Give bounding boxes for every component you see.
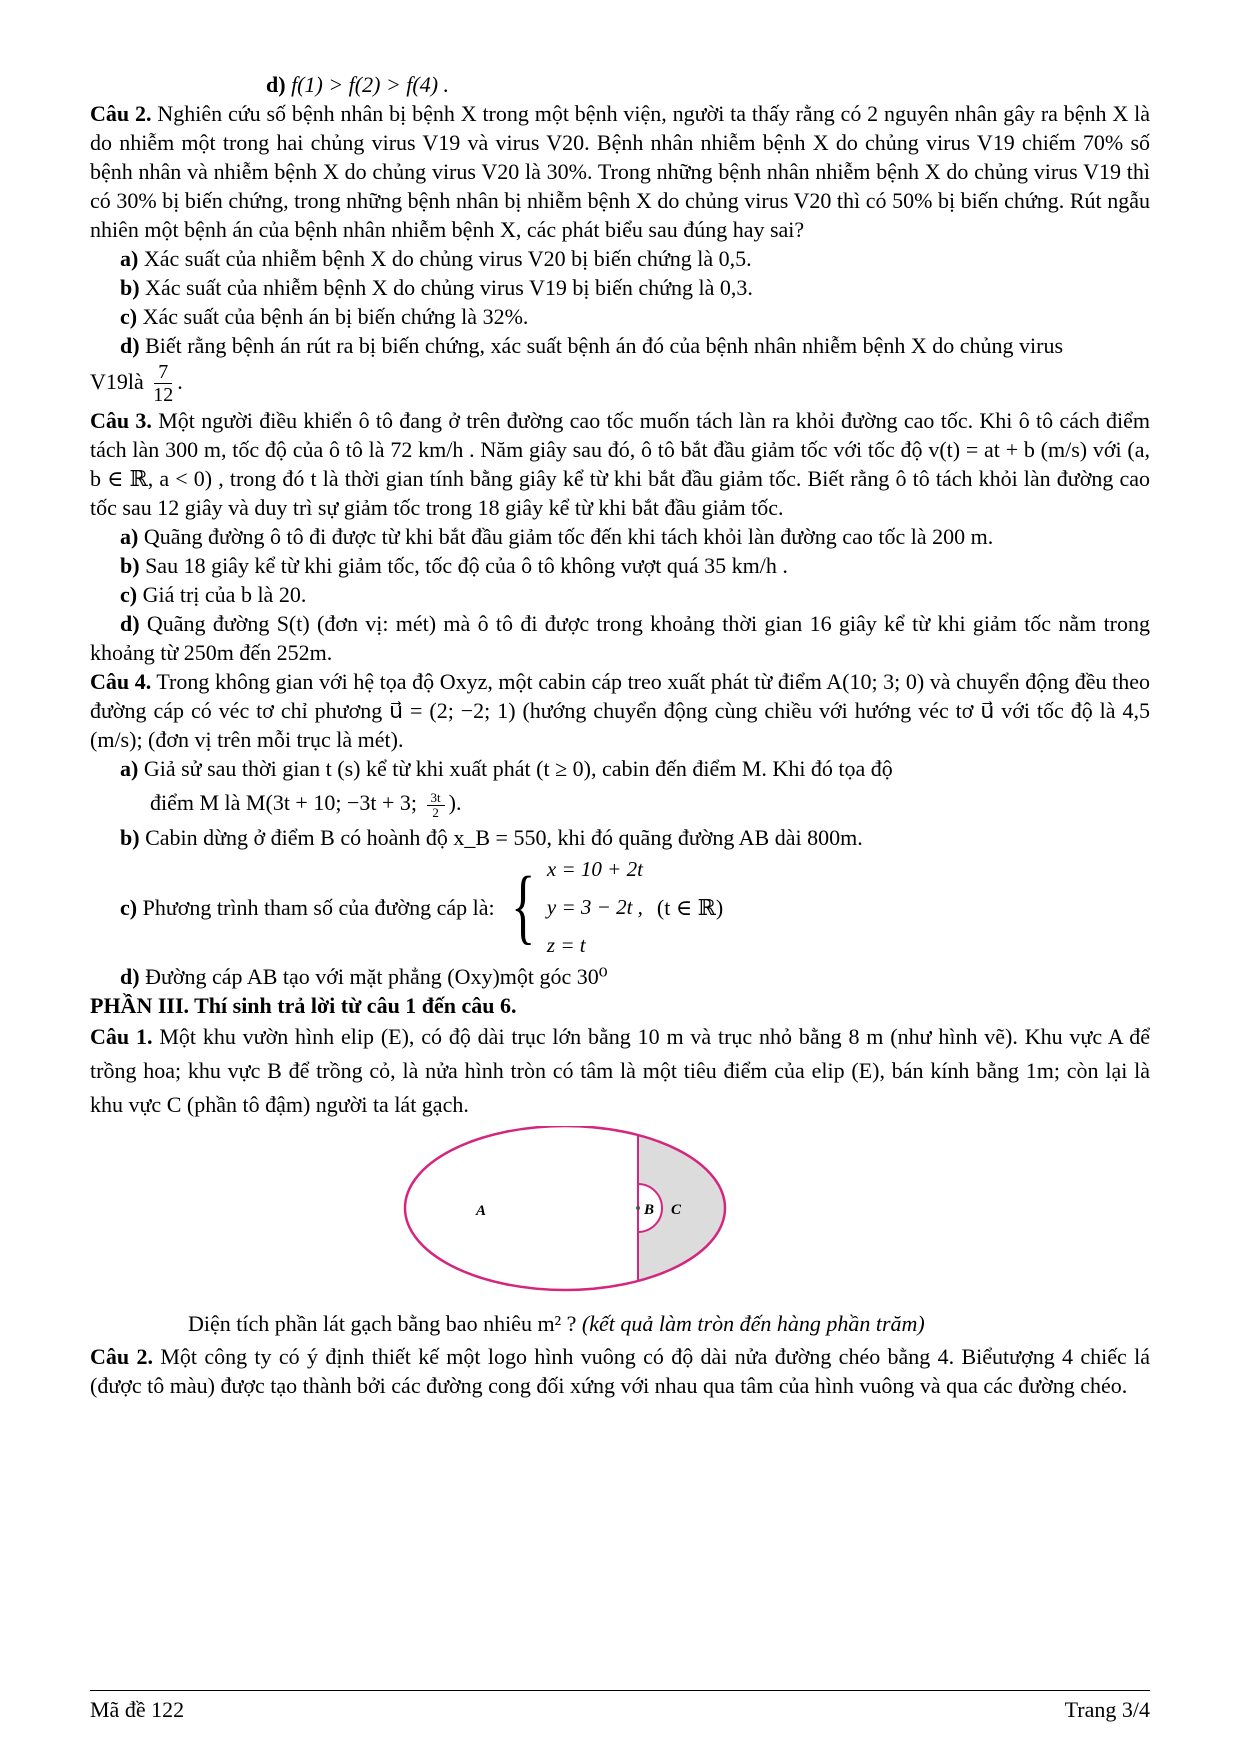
q3-option-d: d) Quãng đường S(t) (đơn vị: mét) mà ô tô đi được trong khoảng thời gian 16 giây kể từ khi giảm tốc nằm trong khoảng từ 250m đến 252m.	[90, 611, 1151, 666]
question-4: Câu 4. Trong không gian với hệ tọa độ Oxyz, một cabin cáp treo xuất phát từ điểm A(10; 3; 0) và chuyển động đều theo đường cáp có véc tơ chỉ phương u⃗ = (2; −2; 1) (hướng chuyển động cùng chiều với hướng véc tơ u⃗ với tốc độ là 4,5 (m/s); (đơn vị trên mỗi trục là mét).	[90, 669, 1150, 753]
ellipse-diagram	[90, 1126, 1150, 1306]
q2-option-a: a) Xác suất của nhiễm bệnh X do chủng virus V20 bị biến chứng là 0,5.	[120, 246, 752, 271]
fraction-7-12: $\frac{7}{12}$	[153, 361, 174, 407]
parametric-system: { x = 10 + 2t y = 3 − 2t , z = t (t ∈ ℝ)	[510, 857, 724, 958]
label-c: C	[671, 1202, 682, 1219]
page-footer	[90, 1690, 1150, 1724]
page-number: Trang 3/4	[1064, 1697, 1150, 1722]
q4-option-b: b) Cabin dừng ở điểm B có hoành độ x_B = 550, khi đó quãng đường AB dài 800m.	[120, 825, 863, 851]
part3-question-2: Câu 2. Một công ty có ý định thiết kế một logo hình vuông có độ dài nửa đường chéo bằng 4. Biểutượng 4 chiếc lá (được tô màu) được tạo thành bởi các đường cong đối xứng với nhau qua tâm của hình vuông và qua các đường chéo.	[90, 1344, 1151, 1399]
q1-option-d: d) f(1) > f(2) > f(4) .	[266, 72, 450, 97]
fraction-3t-2: $\frac{3t}{2}$	[427, 791, 445, 820]
part3-q1-ask: Diện tích phần lát gạch bằng bao nhiêu m² ? (kết quả làm tròn đến hàng phần trăm)	[188, 1311, 925, 1337]
exam-page	[90, 70, 1150, 1400]
q2-option-c: c) Xác suất của bệnh án bị biến chứng là 32%.	[120, 304, 529, 329]
label-a: A	[476, 1203, 487, 1220]
q4-option-c: c) Phương trình tham số của đường cáp là: { x = 10 + 2t y = 3 − 2t , z = t (t ∈ ℝ)	[120, 852, 1150, 962]
q3-option-b: b) Sau 18 giây kể từ khi giảm tốc, tốc độ của ô tô không vượt quá 35 km/h .	[120, 553, 788, 579]
q2-option-d-tail: V19là $\frac{7}{12}$ .	[90, 361, 183, 407]
q4-option-a-cont: điểm M là M(3t + 10; −3t + 3; $\frac{3t}{2}$ ).	[150, 789, 462, 820]
label-b: B	[644, 1202, 655, 1219]
part-3-title: PHẦN III. Thí sinh trả lời từ câu 1 đến câu 6.	[90, 993, 517, 1019]
q2-option-d: d) Biết rằng bệnh án rút ra bị biến chứng, xác suất bệnh án đó của bệnh nhân nhiễm bệnh X do chủng virus	[120, 333, 1064, 358]
exam-code: Mã đề 122	[90, 1697, 185, 1722]
part3-question-1: Câu 1. Một khu vườn hình elip (E), có độ dài trục lớn bằng 10 m và trục nhỏ bằng 8 m (như hình vẽ). Khu vực A để trồng hoa; khu vực B để trồng cỏ, là nửa hình tròn có tâm là một tiêu điểm của elip (E), bán kính bằng 1m; còn lại là khu vực C (phần tô đậm) người ta lát gạch.	[90, 1024, 1151, 1118]
focus-point	[636, 1206, 640, 1210]
q3-option-a: a) Quãng đường ô tô đi được từ khi bắt đầu giảm tốc đến khi tách khỏi làn đường cao tốc là 200 m.	[120, 524, 994, 550]
q3-option-c: c) Giá trị của b là 20.	[120, 582, 307, 608]
question-2: Câu 2. Nghiên cứu số bệnh nhân bị bệnh X trong một bệnh viện, người ta thấy rằng có 2 nguyên nhân gây ra bệnh X là do nhiễm một trong hai chủng virus V19 và virus V20. Bệnh nhân nhiễm bệnh X do chủng virus V19 chiếm 70% số bệnh nhân và nhiễm bệnh X do chủng virus V20 là 30%. Trong những bệnh nhân nhiễm bệnh X do chủng virus V19 thì có 30% bị biến chứng, trong những bệnh nhân bị nhiễm bệnh X do chủng virus V20 thì có 50% bị biến chứng. Rút ngẫu nhiên một bệnh án của bệnh nhân nhiễm bệnh X, các phát biểu sau đúng hay sai?	[90, 101, 1151, 242]
question-3: Câu 3. Một người điều khiển ô tô đang ở trên đường cao tốc muốn tách làn ra khỏi đường cao tốc. Khi ô tô cách điểm tách làn 300 m, tốc độ của ô tô là 72 km/h . Năm giây sau đó, ô tô bắt đầu giảm tốc với tốc độ v(t) = at + b (m/s) với (a, b ∈ ℝ, a < 0) , trong đó t là thời gian tính bằng giây kể từ khi bắt đầu giảm tốc. Biết rằng ô tô tách khỏi làn đường cao tốc sau 12 giây và duy trì sự giảm tốc trong 18 giây kể từ khi bắt đầu giảm tốc.	[90, 408, 1151, 521]
q4-option-d: d) Đường cáp AB tạo với mặt phẳng (Oxy)một góc 30⁰	[120, 964, 608, 990]
ellipse-figure	[90, 1126, 1150, 1306]
q4-option-a: a) Giả sử sau thời gian t (s) kể từ khi xuất phát (t ≥ 0), cabin đến điểm M. Khi đó tọa độ	[120, 756, 893, 782]
q2-option-b: b) Xác suất của nhiễm bệnh X do chủng virus V19 bị biến chứng là 0,3.	[120, 275, 753, 300]
brace-icon: {	[510, 860, 535, 954]
